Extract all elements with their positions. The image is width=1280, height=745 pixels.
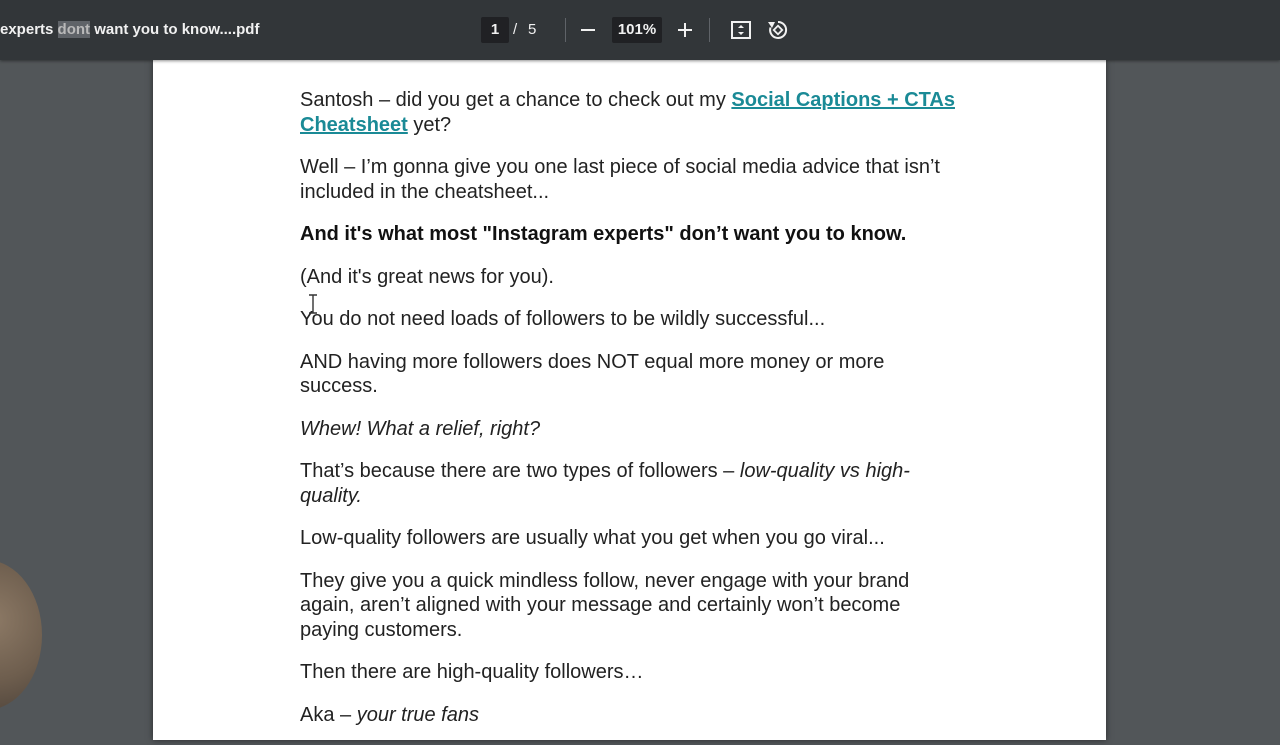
webcam-overlay: [0, 560, 42, 710]
paragraph-quick-follow: They give you a quick mindless follow, never engage with your brand again, aren’t aligned with your message and certainly won’t become paying customers.: [300, 569, 910, 641]
relief-text: Whew! What a relief, right?: [300, 417, 541, 440]
plus-icon: [677, 22, 693, 38]
paragraph-high-quality: Then there are high-quality followers…: [300, 661, 644, 683]
paragraph-bold-statement: And it's what most "Instagram experts" don’t want you to know.: [300, 223, 907, 245]
title-prefix: experts: [0, 21, 58, 38]
toolbar-divider: [565, 18, 566, 42]
toolbar-divider: [709, 18, 710, 42]
true-fans-italic: your true fans: [356, 703, 479, 726]
document-title: [0, 20, 259, 40]
paragraph-true-fans: [300, 703, 960, 728]
two-types-italic: low-quality vs high-quality.: [300, 460, 910, 507]
page-content: [300, 88, 960, 745]
total-pages: 5: [528, 21, 537, 38]
fit-to-page-icon: [731, 21, 751, 39]
text-cursor-icon: [307, 294, 319, 314]
pdf-toolbar: [0, 0, 1280, 60]
intro-text: Santosh – did you get a chance to check out my: [300, 89, 732, 111]
zoom-out-button[interactable]: [574, 16, 602, 44]
zoom-input[interactable]: [612, 17, 662, 43]
zoom-in-button[interactable]: [671, 16, 699, 44]
paragraph-intro: [300, 88, 960, 137]
minus-icon: [580, 22, 596, 38]
paragraph-advice: Well – I’m gonna give you one last piece of social media advice that isn’t included in the cheatsheet...: [300, 156, 940, 203]
title-suffix: want you to know....pdf: [90, 21, 260, 38]
paragraph-good-news: (And it's great news for you).: [300, 265, 554, 288]
page-separator: /: [513, 21, 518, 38]
paragraph-low-quality: Low-quality followers are usually what you get when you go viral...: [300, 527, 885, 549]
pdf-page: [153, 60, 1106, 740]
current-page-input[interactable]: [481, 17, 509, 43]
paragraph-followers: You do not need loads of followers to be wildly successful...: [300, 308, 826, 330]
rotate-icon: [767, 19, 789, 41]
fit-to-page-button[interactable]: [727, 16, 755, 44]
paragraph-relief: [300, 417, 960, 442]
rotate-button[interactable]: [764, 16, 792, 44]
two-types-text: That’s because there are two types of followers –: [300, 460, 740, 482]
paragraph-two-types: [300, 459, 960, 508]
aka-text: Aka –: [300, 703, 357, 726]
title-highlight: dont: [57, 21, 91, 38]
paragraph-more-followers: AND having more followers does NOT equal more money or more success.: [300, 350, 885, 397]
cheatsheet-link[interactable]: Social Captions + CTAs Cheatsheet: [300, 89, 955, 136]
intro-text-end: yet?: [407, 113, 452, 136]
